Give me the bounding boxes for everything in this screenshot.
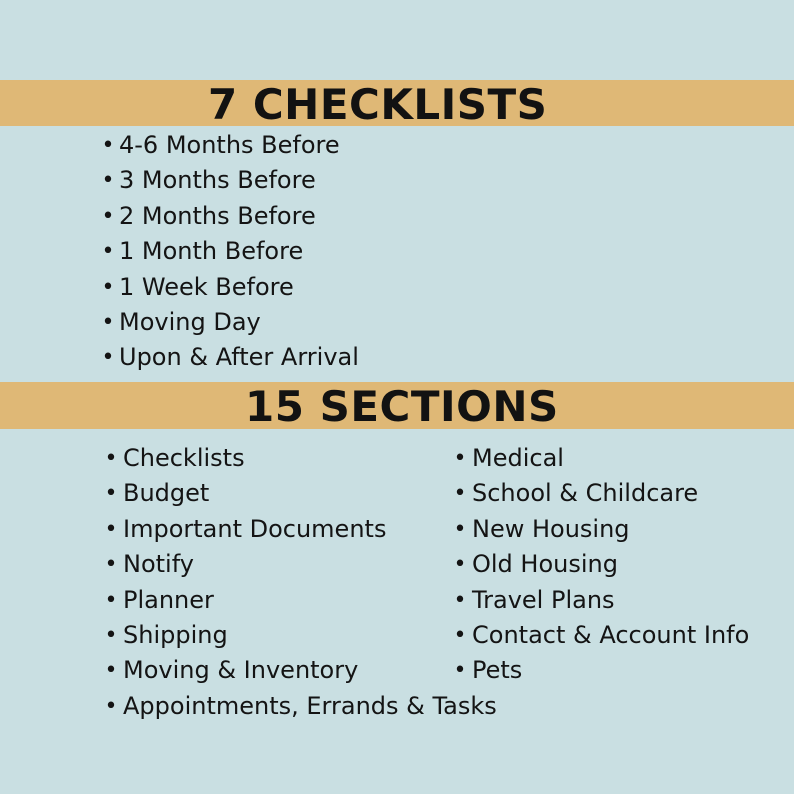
checklist-item-label: 2 Months Before — [119, 201, 316, 230]
section-item-label: New Housing — [472, 514, 630, 543]
section-item-label: Pets — [472, 656, 523, 685]
bullet-icon: • — [104, 552, 118, 578]
list-item — [100, 234, 460, 269]
list-item — [452, 547, 792, 582]
bullet-icon: • — [104, 622, 118, 648]
bullet-icon: • — [104, 658, 118, 684]
section-item-label: Medical — [472, 444, 564, 472]
list-item — [100, 163, 460, 198]
section-item-label: Budget — [123, 479, 210, 508]
bullet-icon: • — [453, 622, 467, 648]
bullet-icon: • — [101, 345, 115, 371]
list-item — [452, 653, 792, 688]
sections-right-list — [452, 441, 792, 689]
section-item-label: Shipping — [123, 620, 228, 649]
section-item-label: School & Childcare — [472, 479, 699, 508]
list-item — [103, 689, 543, 724]
section-item-label: Checklists — [123, 444, 245, 472]
list-item — [100, 199, 460, 234]
bullet-icon: • — [453, 516, 467, 542]
bullet-icon: • — [101, 274, 115, 300]
sections-title: 15 SECTIONS — [245, 382, 559, 431]
checklist-item-label: 1 Week Before — [119, 272, 294, 301]
bullet-icon: • — [453, 552, 467, 578]
section-item-label: Notify — [123, 550, 194, 579]
checklist-item-label: Upon & After Arrival — [119, 343, 359, 372]
bullet-icon: • — [104, 516, 118, 542]
list-item — [452, 476, 792, 511]
section-item-label: Old Housing — [472, 550, 618, 579]
list-item — [100, 340, 460, 375]
bullet-icon: • — [104, 693, 118, 719]
section-item-label: Travel Plans — [472, 585, 615, 614]
checklist-item-label: Moving Day — [119, 307, 261, 336]
bullet-icon: • — [104, 481, 118, 507]
bullet-icon: • — [453, 587, 467, 613]
bullet-icon: • — [101, 168, 115, 194]
list-item — [452, 583, 792, 618]
bullet-icon: • — [101, 309, 115, 335]
section-item-label: Moving & Inventory — [123, 656, 359, 685]
checklists-title: 7 CHECKLISTS — [208, 80, 548, 129]
checklist-item-label: 1 Month Before — [119, 237, 304, 266]
section-item-label: Contact & Account Info — [472, 620, 750, 649]
list-item — [452, 441, 792, 476]
checklist-item-label: 3 Months Before — [119, 166, 316, 195]
bullet-icon: • — [104, 446, 118, 471]
bullet-icon: • — [101, 133, 115, 158]
checklists-list — [100, 128, 460, 376]
sections-banner — [0, 382, 794, 429]
bullet-icon: • — [453, 481, 467, 507]
bullet-icon: • — [104, 587, 118, 613]
checklist-item-label: 4-6 Months Before — [119, 131, 340, 159]
bullet-icon: • — [453, 658, 467, 684]
list-item — [100, 270, 460, 305]
section-item-label: Planner — [123, 585, 214, 614]
bullet-icon: • — [101, 203, 115, 229]
list-item — [452, 618, 792, 653]
section-item-label: Appointments, Errands & Tasks — [123, 691, 497, 720]
bullet-icon: • — [453, 446, 467, 471]
list-item — [452, 512, 792, 547]
bullet-icon: • — [101, 239, 115, 265]
list-item — [100, 305, 460, 340]
checklists-banner — [0, 80, 794, 129]
list-item — [100, 128, 460, 163]
section-item-label: Important Documents — [123, 514, 387, 543]
